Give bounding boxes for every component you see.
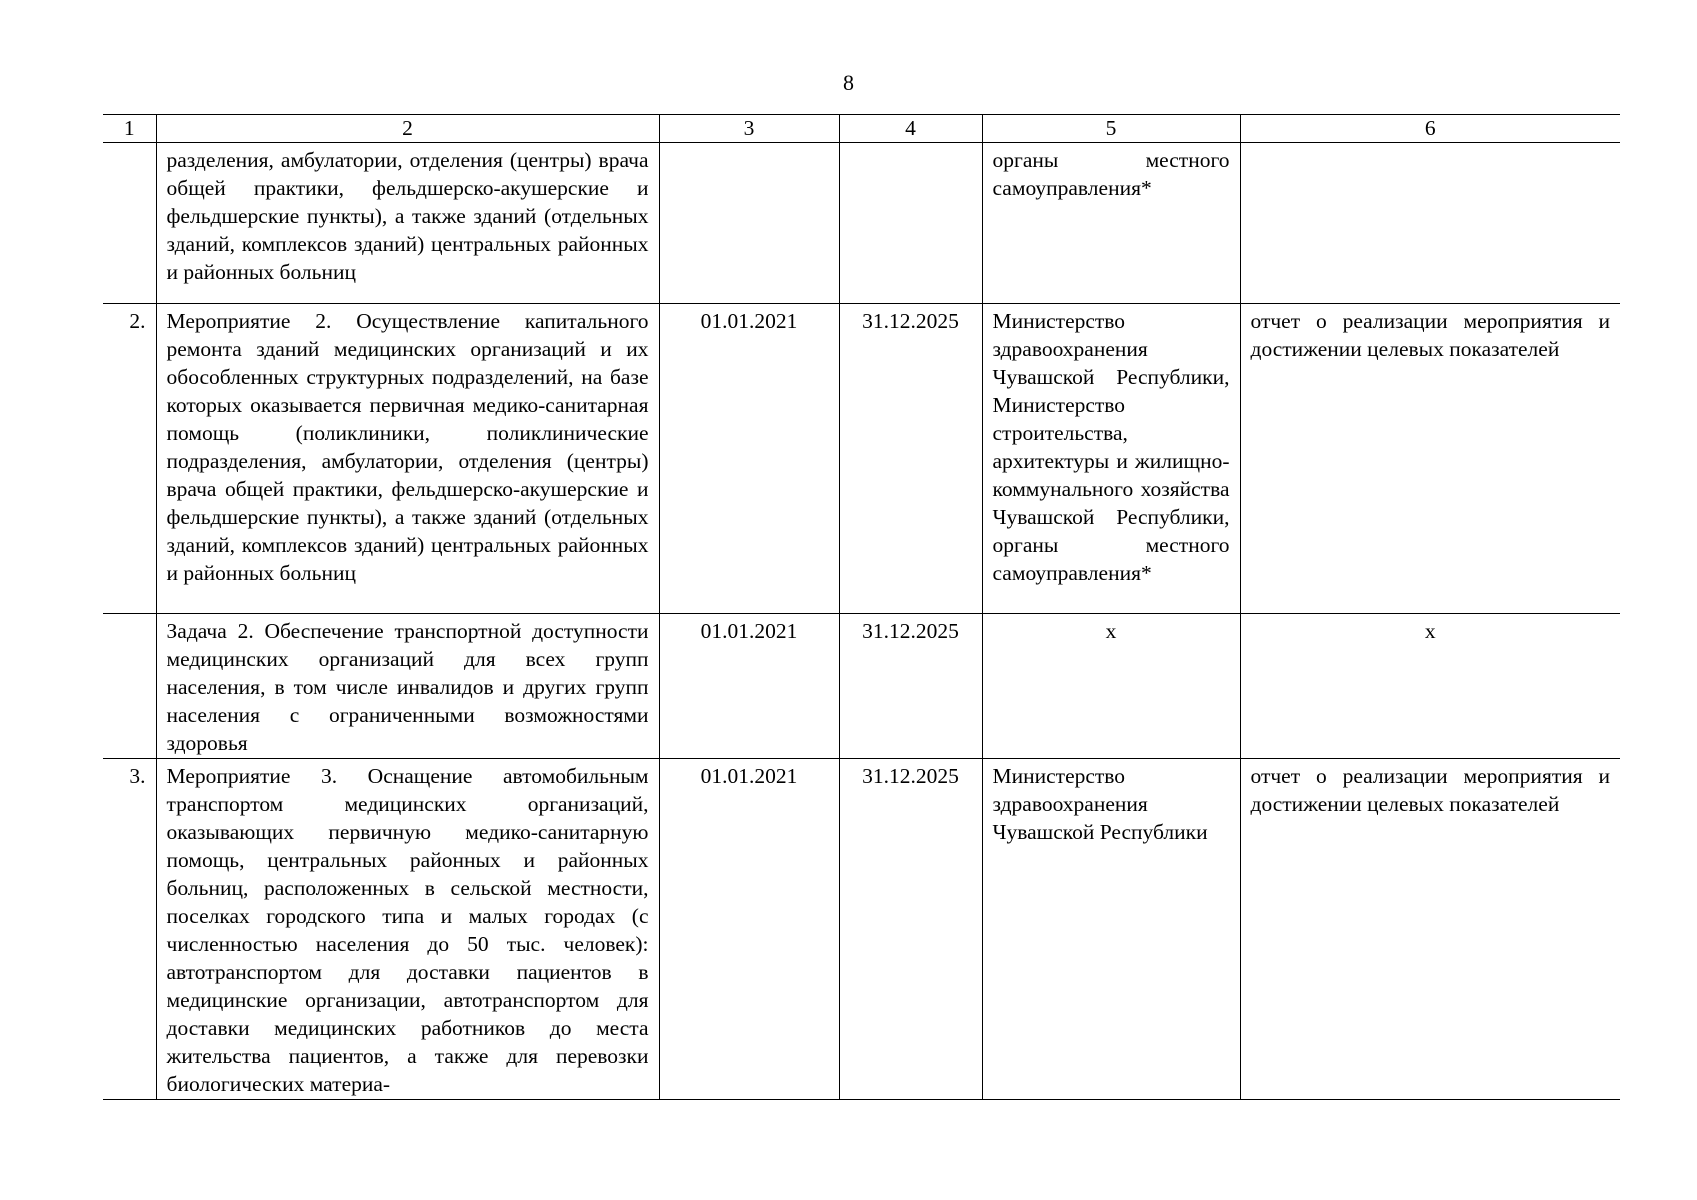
table-row — [103, 759, 1620, 1100]
row-number — [103, 143, 156, 304]
row-end-date: 31.12.2025 — [839, 759, 982, 1100]
header-cell-1: 1 — [103, 115, 156, 143]
header-cell-4: 4 — [839, 115, 982, 143]
header-cell-3: 3 — [659, 115, 839, 143]
row-start-date: 01.01.2021 — [659, 759, 839, 1100]
header-cell-6: 6 — [1240, 115, 1620, 143]
header-row — [103, 115, 1620, 143]
row-end-date: 31.12.2025 — [839, 614, 982, 759]
table-row — [103, 304, 1620, 614]
row-description: Задача 2. Обеспечение транспортной доступности медицинских организаций для всех групп населения, в том числе инвалидов и других групп населения с ограниченными возможностями здоровья — [156, 614, 659, 759]
row-executor: Министерство здравоохранения Чувашской Республики, Министерство строительства, архитектуры и жилищно-коммунального хозяйства Чувашской Республики, органы местного самоуправления* — [982, 304, 1240, 614]
row-result — [1240, 143, 1620, 304]
row-start-date — [659, 143, 839, 304]
row-end-date: 31.12.2025 — [839, 304, 982, 614]
row-start-date: 01.01.2021 — [659, 614, 839, 759]
row-executor: органы местного самоуправления* — [982, 143, 1240, 304]
row-description: Мероприятие 2. Осуществление капитального ремонта зданий медицинских организаций и их обособленных структурных подразделений, на базе которых оказывается первичная медико-санитарная помощь (поликлиники, поликлинические подразделения, амбулатории, отделения (центры) врача общей практики, фельдшерско-акушерские и фельдшерские пункты), а также зданий (отдельных зданий, комплексов зданий) центральных районных и районных больниц — [156, 304, 659, 614]
row-description: разделения, амбулатории, отделения (центры) врача общей практики, фельдшерско-акушерские и фельдшерские пункты), а также зданий (отдельных зданий, комплексов зданий) центральных районных и районных больниц — [156, 143, 659, 304]
header-cell-5: 5 — [982, 115, 1240, 143]
row-executor: Министерство здравоохранения Чувашской Республики — [982, 759, 1240, 1100]
row-result: отчет о реализации мероприятия и достижении целевых показателей — [1240, 304, 1620, 614]
table-row — [103, 614, 1620, 759]
program-table — [103, 114, 1620, 1100]
header-cell-2: 2 — [156, 115, 659, 143]
row-start-date: 01.01.2021 — [659, 304, 839, 614]
row-end-date — [839, 143, 982, 304]
row-executor: х — [982, 614, 1240, 759]
row-description: Мероприятие 3. Оснащение автомобильным транспортом медицинских организаций, оказывающих первичную медико-санитарную помощь, центральных районных и районных больниц, расположенных в сельской местности, поселках городского типа и малых городах (с численностью населения до 50 тыс. человек): автотранспортом для доставки пациентов в медицинские организации, автотранспортом для доставки медицинских работников до места жительства пациентов, а также для перевозки биологических материа- — [156, 759, 659, 1100]
row-number: 3. — [103, 759, 156, 1100]
row-number: 2. — [103, 304, 156, 614]
row-number — [103, 614, 156, 759]
row-result: х — [1240, 614, 1620, 759]
table-row — [103, 143, 1620, 304]
row-result: отчет о реализации мероприятия и достижении целевых показателей — [1240, 759, 1620, 1100]
page-number: 8 — [843, 70, 854, 95]
